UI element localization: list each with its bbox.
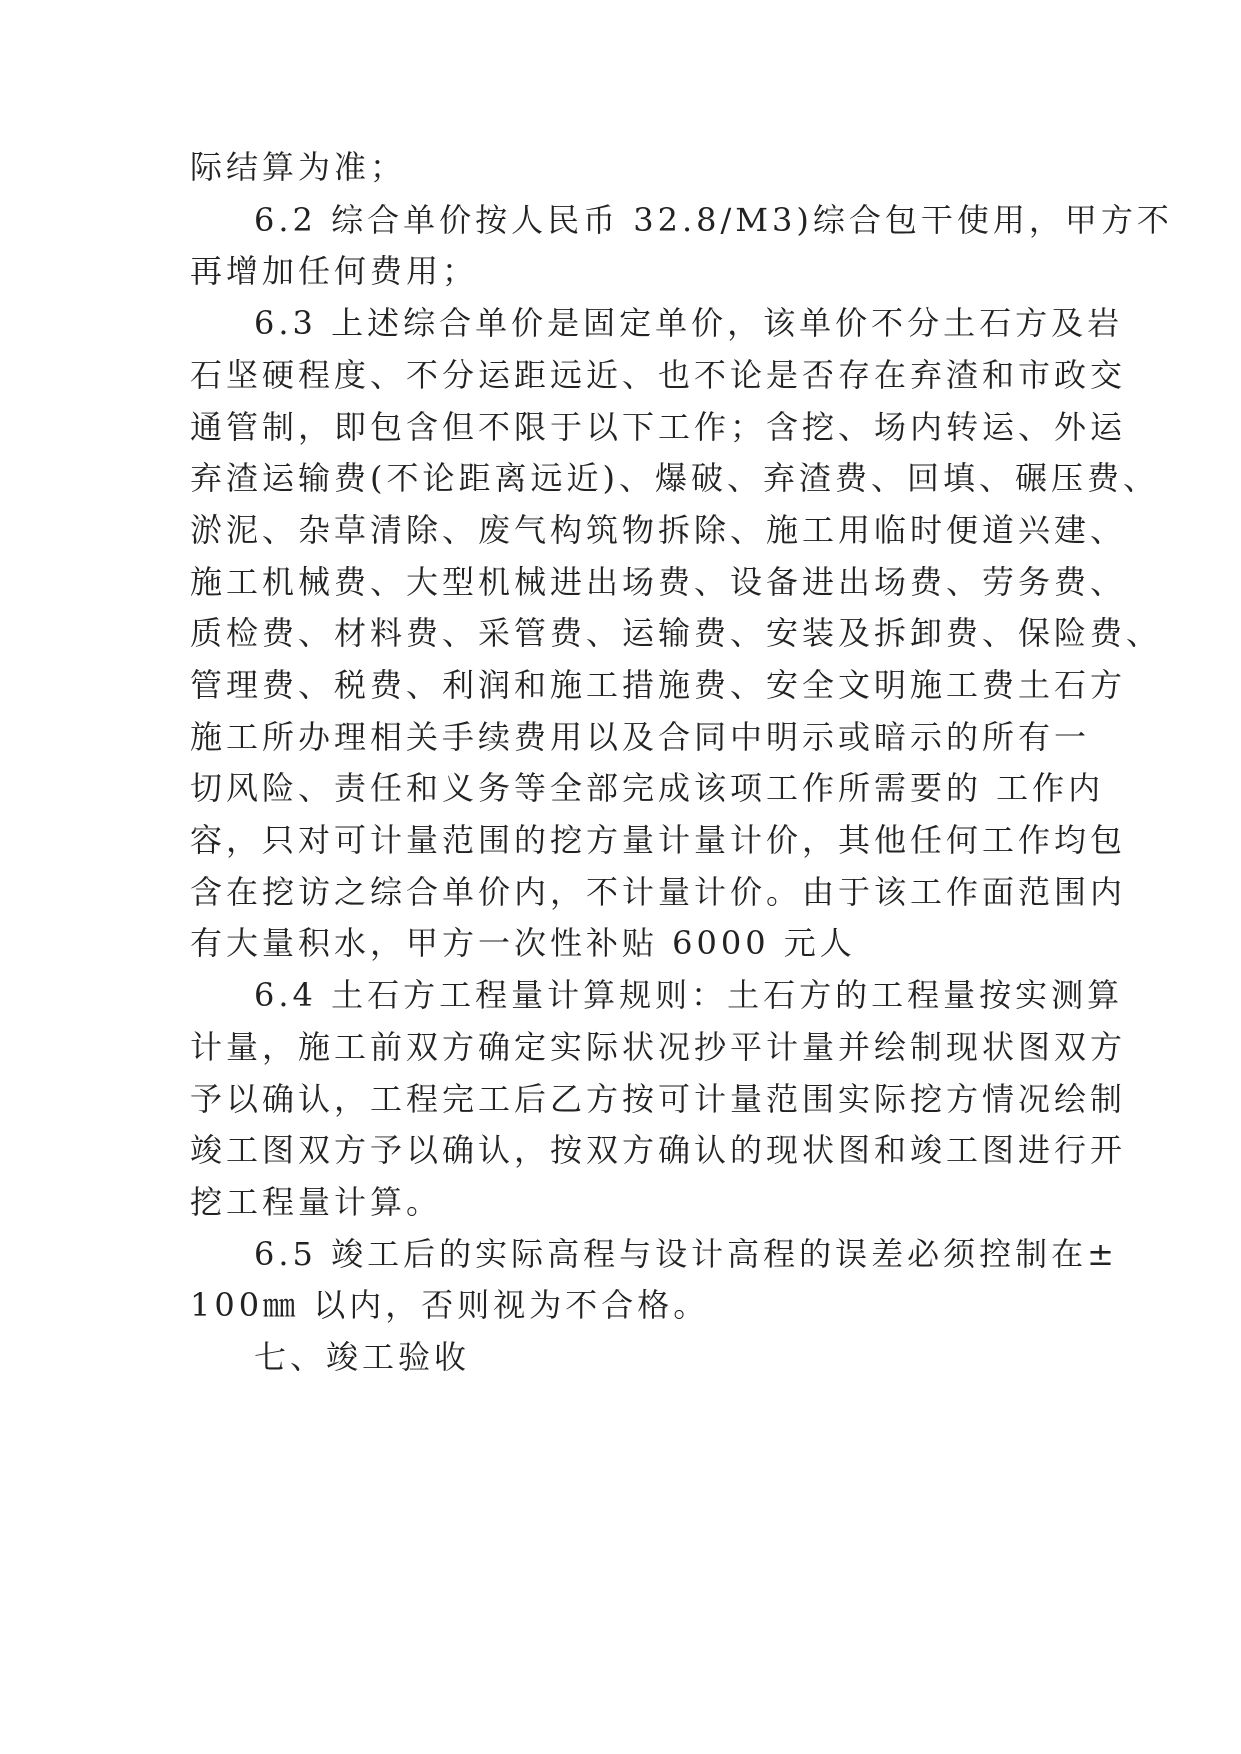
section-heading: 七、竣工验收 xyxy=(254,1338,471,1376)
text-line: 含在挖访之综合单价内，不计量计价。由于该工作面范围内 xyxy=(190,873,1127,911)
text-line: 6.3 上述综合单价是固定单价，该单价不分土石方及岩 xyxy=(254,304,1124,342)
text-line: 容，只对可计量范围的挖方量计量计价，其他任何工作均包 xyxy=(190,821,1127,859)
text-line: 6.5 竣工后的实际高程与设计高程的误差必须控制在± xyxy=(254,1235,1118,1273)
text-line: 切风险、责任和义务等全部完成该项工作所需要的 工作内 xyxy=(190,769,1105,807)
text-line: 石坚硬程度、不分运距远近、也不论是否存在弃渣和市政交 xyxy=(190,356,1127,394)
text-line: 施工机械费、大型机械进出场费、设备进出场费、劳务费、 xyxy=(190,563,1127,601)
text-line: 管理费、税费、利润和施工措施费、安全文明施工费土石方 xyxy=(190,666,1127,704)
text-line: 6.4 土石方工程量计算规则：土石方的工程量按实测算 xyxy=(254,976,1124,1014)
text-line: 再增加任何费用； xyxy=(190,252,479,290)
text-line: 通管制，即包含但不限于以下工作；含挖、场内转运、外运 xyxy=(190,408,1127,446)
text-line: 有大量积水，甲方一次性补贴 6000 元人 xyxy=(190,924,856,962)
text-line: 挖工程量计算。 xyxy=(190,1183,443,1221)
text-line: 100㎜ 以内，否则视为不合格。 xyxy=(190,1286,710,1324)
text-line: 质检费、材料费、采管费、运输费、安装及拆卸费、保险费、 xyxy=(190,614,1163,652)
text-line: 6.2 综合单价按人民币 32.8/M3)综合包干使用，甲方不 xyxy=(254,201,1173,239)
text-line: 际结算为准； xyxy=(190,148,407,186)
text-line: 计量，施工前双方确定实际状况抄平计量并绘制现状图双方 xyxy=(190,1028,1127,1066)
text-line: 施工所办理相关手续费用以及合同中明示或暗示的所有一 xyxy=(190,718,1091,756)
text-line: 弃渣运输费(不论距离远近)、爆破、弃渣费、回填、碾压费、 xyxy=(190,459,1159,497)
text-line: 淤泥、杂草清除、废气构筑物拆除、施工用临时便道兴建、 xyxy=(190,511,1127,549)
text-line: 予以确认，工程完工后乙方按可计量范围实际挖方情况绘制 xyxy=(190,1080,1127,1118)
text-line: 竣工图双方予以确认，按双方确认的现状图和竣工图进行开 xyxy=(190,1131,1127,1169)
